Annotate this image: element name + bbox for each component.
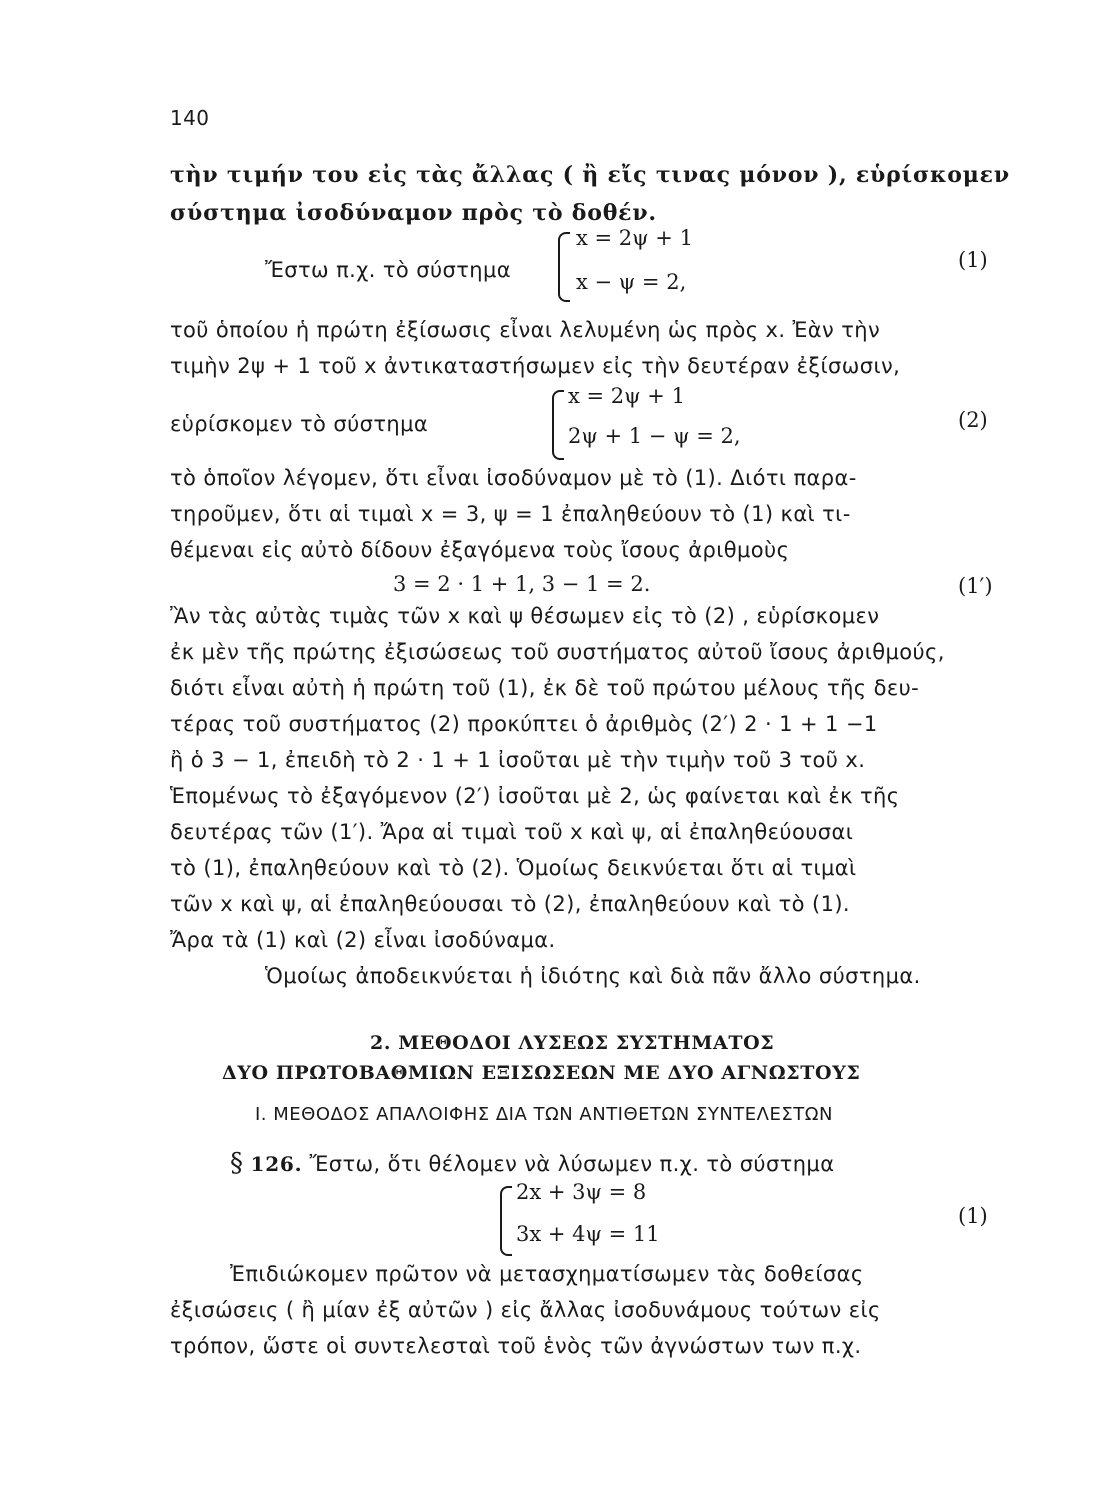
para-5-line-2: ἐξισώσεις ( ἢ μίαν ἐξ αὐτῶν ) εἰς ἄλλας ἰσοδυνάμους τούτων εἰς (170, 1298, 881, 1322)
system-1-brace (558, 232, 570, 302)
system-2-eq-2: 2ψ + 1 − ψ = 2, (568, 424, 741, 448)
para-3-line-9: τῶν x καὶ ψ, αἱ ἐπαληθεύουσαι τὸ (2), ἐπαληθεύουν καὶ τὸ (1). (170, 892, 851, 916)
para-5-line-3: τρόπον, ὥστε οἱ συντελεσταὶ τοῦ ἑνὸς τῶν ἀγνώστων των π.χ. (170, 1334, 862, 1358)
page-number: 140 (170, 106, 210, 130)
para-2-line-1: τὸ ὁποῖον λέγομεν, ὅτι εἶναι ἰσοδύναμον μὲ τὸ (1). Διότι παρα- (170, 466, 857, 490)
paragraph-126-text: Ἔστω, ὅτι θέλομεν νὰ λύσωμεν π.χ. τὸ σύστημα (309, 1152, 835, 1176)
para-3-line-6: Ἑπομένως τὸ ἐξαγόμενον (2′) ἰσοῦται μὲ 2, ὡς φαίνεται καὶ ἐκ τῆς (170, 784, 900, 808)
system-1-tag: (1) (958, 248, 988, 272)
paragraph-126-line (230, 1148, 834, 1178)
system-126-brace (500, 1186, 512, 1256)
system-1-eq-1: x = 2ψ + 1 (576, 226, 693, 250)
system-126-tag: (1) (958, 1204, 988, 1228)
para-3-line-5: ἢ ὁ 3 − 1, ἐπειδὴ τὸ 2 · 1 + 1 ἰσοῦται μὲ τὴν τιμὴν τοῦ 3 τοῦ x. (170, 748, 866, 772)
system-2-lead: εὑρίσκομεν τὸ σύστημα (170, 412, 429, 436)
intro-line-1: τὴν τιμήν του εἰς τὰς ἄλλας ( ἢ εἴς τινας μόνον ), εὑρίσκομεν (170, 162, 1010, 188)
para-3-line-8: τὸ (1), ἐπαληθεύουν καὶ τὸ (2). Ὁμοίως δεικνύεται ὅτι αἱ τιμαὶ (170, 856, 857, 880)
section-title-1: 2. ΜΕΘΟΔΟΙ ΛΥΣΕΩΣ ΣΥΣΤΗΜΑΤΟΣ (370, 1032, 775, 1054)
para-4: Ὁμοίως ἀποδεικνύεται ἡ ἰδιότης καὶ διὰ πᾶν ἄλλο σύστημα. (265, 964, 921, 988)
section-sign: § (230, 1148, 244, 1178)
system-2-tag: (2) (958, 408, 988, 432)
system-126-eq-2: 3x + 4ψ = 11 (516, 1222, 660, 1246)
intro-line-2: σύστημα ἰσοδύναμον πρὸς τὸ δοθέν. (170, 200, 657, 226)
para-5-line-1: Ἐπιδιώκομεν πρῶτον νὰ μετασχηματίσωμεν τὰς δοθείσας (230, 1262, 864, 1286)
para-2-line-2: τηροῦμεν, ὅτι αἱ τιμαὶ x = 3, ψ = 1 ἐπαληθεύουν τὸ (1) καὶ τι- (170, 502, 851, 526)
equation-1-prime-tag: (1′) (958, 574, 993, 598)
para-1-line-2: τιμὴν 2ψ + 1 τοῦ x ἀντικαταστήσωμεν εἰς τὴν δευτέραν ἐξίσωσιν, (170, 354, 901, 378)
para-2-line-3: θέμεναι εἰς αὐτὸ δίδουν ἐξαγόμενα τοὺς ἴσους ἀριθμοὺς (170, 538, 790, 562)
para-3-line-4: τέρας τοῦ συστήματος (2) προκύπτει ὁ ἀριθμὸς (2′) 2 · 1 + 1 −1 (170, 712, 878, 736)
system-2-eq-1: x = 2ψ + 1 (568, 384, 685, 408)
equation-1-prime: 3 = 2 · 1 + 1, 3 − 1 = 2. (393, 572, 651, 596)
section-subtitle: I. ΜΕΘΟΔΟΣ ΑΠΑΛΟΙΦΗΣ ΔΙΑ ΤΩΝ ΑΝΤΙΘΕΤΩΝ ΣΥΝΤΕΛΕΣΤΩΝ (255, 1104, 833, 1125)
para-3-line-1: Ἂν τὰς αὐτὰς τιμὰς τῶν x καὶ ψ θέσωμεν εἰς τὸ (2) , εὑρίσκομεν (170, 604, 880, 628)
system-2-brace (552, 390, 564, 460)
para-3-line-10: Ἄρα τὰ (1) καὶ (2) εἶναι ἰσοδύναμα. (170, 928, 556, 952)
section-title-2: ΔΥΟ ΠΡΩΤΟΒΑΘΜΙΩΝ ΕΞΙΣΩΣΕΩΝ ΜΕ ΔΥΟ ΑΓΝΩΣΤΟΥΣ (222, 1062, 861, 1084)
paragraph-number: 126. (250, 1152, 303, 1176)
para-3-line-3: διότι εἶναι αὐτὴ ἡ πρώτη τοῦ (1), ἐκ δὲ τοῦ πρώτου μέλους τῆς δευ- (170, 676, 920, 700)
para-3-line-7: δευτέρας τῶν (1′). Ἄρα αἱ τιμαὶ τοῦ x καὶ ψ, αἱ ἐπαληθεύουσαι (170, 820, 854, 844)
system-1-eq-2: x − ψ = 2, (576, 270, 687, 294)
system-1-lead: Ἔστω π.χ. τὸ σύστημα (265, 258, 511, 282)
para-3-line-2: ἐκ μὲν τῆς πρώτης ἐξισώσεως τοῦ συστήματος αὐτοῦ ἴσους ἀριθμούς, (170, 640, 945, 664)
para-1-line-1: τοῦ ὁποίου ἡ πρώτη ἐξίσωσις εἶναι λελυμένη ὡς πρὸς x. Ἐὰν τὴν (170, 318, 881, 342)
system-126-eq-1: 2x + 3ψ = 8 (516, 1180, 647, 1204)
